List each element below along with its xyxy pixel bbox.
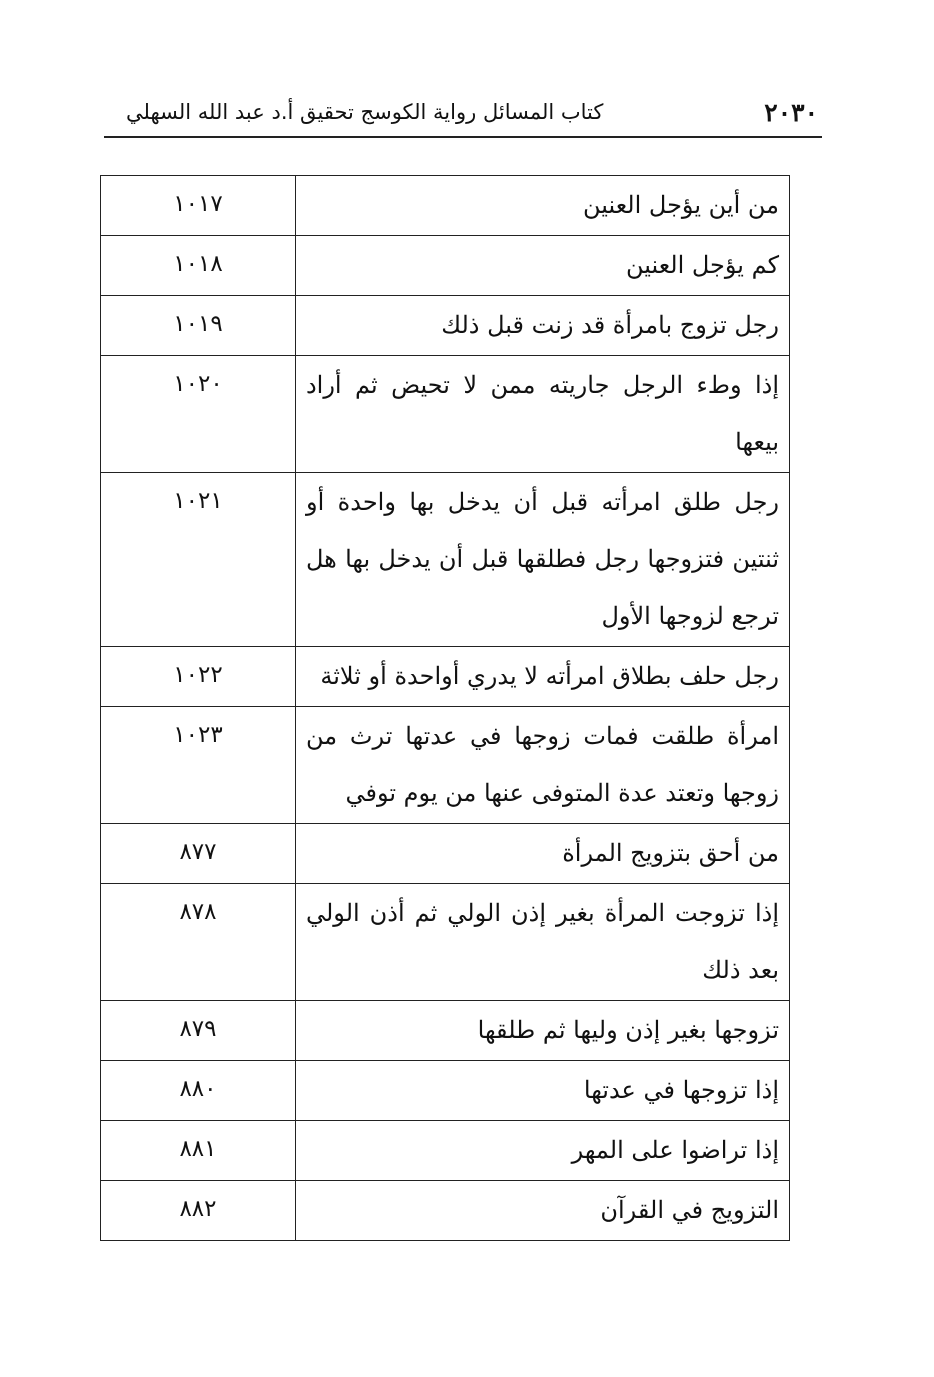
table-row [101, 1061, 790, 1121]
index-table-body [101, 176, 790, 1241]
table-row [101, 236, 790, 296]
topic-cell: تزوجها بغير إذن وليها ثم طلقها [295, 1001, 789, 1061]
reference-number-cell: ٨٨٠ [101, 1061, 296, 1121]
reference-number-cell: ٨٧٧ [101, 824, 296, 884]
topic-cell: كم يؤجل العنين [295, 236, 789, 296]
reference-number-cell: ٨٨١ [101, 1121, 296, 1181]
topic-cell: امرأة طلقت فمات زوجها في عدتها ترث من زوجها وتعتد عدة المتوفى عنها من يوم توفي [295, 707, 789, 824]
topic-cell: من أين يؤجل العنين [295, 176, 789, 236]
page-number: ٢٠٣٠ [764, 97, 818, 127]
reference-number-cell: ١٠٢٣ [101, 707, 296, 824]
running-title: كتاب المسائل رواية الكوسج تحقيق أ.د عبد الله السهلي [126, 100, 604, 124]
table-row [101, 647, 790, 707]
reference-number-cell: ١٠٢٢ [101, 647, 296, 707]
topic-cell: رجل حلف بطلاق امرأته لا يدري أواحدة أو ثلاثة [295, 647, 789, 707]
page-header [104, 88, 822, 138]
table-row [101, 296, 790, 356]
topic-cell: من أحق بتزويج المرأة [295, 824, 789, 884]
topic-cell: التزويج في القرآن [295, 1181, 789, 1241]
index-table [100, 175, 790, 1241]
table-row [101, 1121, 790, 1181]
topic-cell: إذا تزوجت المرأة بغير إذن الولي ثم أذن الولي بعد ذلك [295, 884, 789, 1001]
table-row [101, 176, 790, 236]
reference-number-cell: ١٠١٩ [101, 296, 296, 356]
topic-cell: إذا وطء الرجل جاريته ممن لا تحيض ثم أراد بيعها [295, 356, 789, 473]
table-row [101, 824, 790, 884]
table-row [101, 1181, 790, 1241]
table-row [101, 884, 790, 1001]
table-row [101, 473, 790, 647]
topic-cell: إذا تراضوا على المهر [295, 1121, 789, 1181]
reference-number-cell: ١٠١٧ [101, 176, 296, 236]
table-row [101, 707, 790, 824]
topic-cell: رجل طلق امرأته قبل أن يدخل بها واحدة أو ثنتين فتزوجها رجل فطلقها قبل أن يدخل بها هل ترجع لزوجها الأول [295, 473, 789, 647]
reference-number-cell: ١٠١٨ [101, 236, 296, 296]
reference-number-cell: ٨٧٨ [101, 884, 296, 1001]
reference-number-cell: ٨٨٢ [101, 1181, 296, 1241]
table-row [101, 1001, 790, 1061]
topic-cell: رجل تزوج بامرأة قد زنت قبل ذلك [295, 296, 789, 356]
reference-number-cell: ١٠٢١ [101, 473, 296, 647]
reference-number-cell: ٨٧٩ [101, 1001, 296, 1061]
table-row [101, 356, 790, 473]
topic-cell: إذا تزوجها في عدتها [295, 1061, 789, 1121]
reference-number-cell: ١٠٢٠ [101, 356, 296, 473]
